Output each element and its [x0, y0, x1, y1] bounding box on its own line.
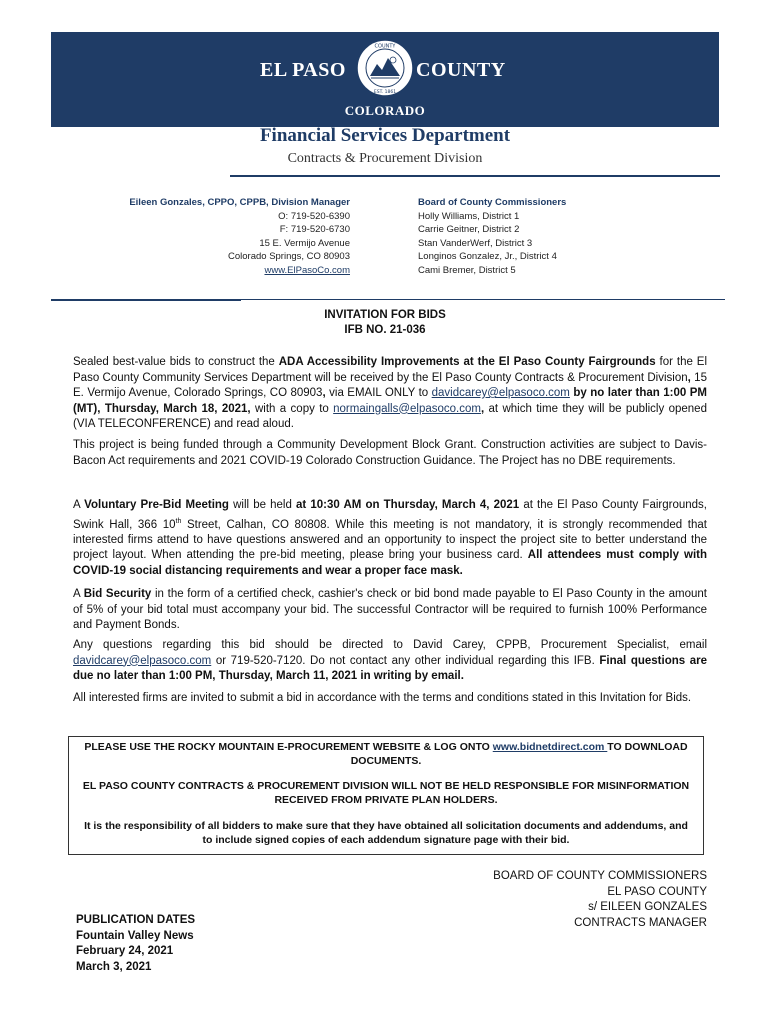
bid-security-term: Bid Security [83, 588, 152, 600]
signature-board: BOARD OF COUNTY COMMISSIONERS [493, 870, 707, 882]
board-member: Holly Williams, District 1 [418, 210, 520, 222]
invitation-title: INVITATION FOR BIDS [324, 309, 446, 321]
text: via EMAIL ONLY to [325, 387, 432, 399]
invitation-heading [0, 308, 770, 338]
text: Street, Calhan, CO 80808. While this meeting is not mandatory, it is strongly recommended that interested firms attend to have questions answered and an opportunity to inspect the project site to better understand the project layout. When attending the pre-bid meeting, please bring your business card. [73, 518, 707, 562]
publication-block [76, 913, 195, 975]
deadline-text: by no later than 1:00 PM (MT), Thursday, March 18, 2021, [73, 387, 707, 415]
text: , [687, 371, 691, 384]
signature-name: s/ EILEEN GONZALES [588, 901, 707, 913]
paragraph-bid-submission [73, 355, 707, 433]
questions-deadline: Final questions are due no later than 1:00 PM, Thursday, March 11, 2021 in writing by email. [73, 654, 707, 682]
header-banner [51, 32, 719, 127]
website-link[interactable]: www.ElPasoCo.com [264, 264, 350, 276]
board-member: Cami Bremer, District 5 [418, 264, 516, 276]
email-link-ingalls[interactable]: normaingalls@elpasoco.com [333, 402, 481, 415]
signature-county: EL PASO COUNTY [607, 885, 707, 898]
text: , [480, 402, 485, 415]
address-line-1: 15 E. Vermijo Avenue [259, 237, 350, 249]
svg-text:COUNTY: COUNTY [374, 43, 396, 50]
text: at the El Paso County Fairgrounds, Swink Hall, 366 10 [73, 499, 707, 531]
notice-responsibility: EL PASO COUNTY CONTRACTS & PROCUREMENT DIVISION WILL NOT BE HELD RESPONSIBLE FOR MISINFORMATION RECEIVED FROM PRIVATE PLAN HOLDERS. [82, 780, 690, 806]
board-block [418, 196, 566, 277]
project-name: ADA Accessibility Improvements at the El Paso County Fairgrounds [278, 356, 656, 368]
paragraph-bid-security [73, 587, 707, 634]
ifb-number: IFB NO. 21-036 [344, 324, 426, 336]
county-seal-logo [355, 38, 415, 98]
text: , [322, 387, 326, 399]
signature-title: CONTRACTS MANAGER [574, 916, 707, 929]
publication-date: March 3, 2021 [76, 960, 152, 973]
text: for the El Paso County Community Services Department will be received by the El Paso County Contracts & Procurement Division [73, 356, 708, 384]
board-member: Stan VanderWerf, District 3 [418, 237, 533, 249]
text: at which time they will be publicly opened (VIA TELECONFERENCE) and read aloud. [73, 402, 707, 430]
text: Sealed best-value bids to construct the [73, 356, 279, 368]
email-link-carey[interactable]: davidcarey@elpasoco.com [73, 654, 212, 667]
manager-name: Eileen Gonzales, CPPO, CPPB, Division Manager [129, 197, 350, 208]
text: TO DOWNLOAD DOCUMENTS. [350, 741, 688, 767]
text: in the form of a certified check, cashier's check or bid bond made payable to El Paso County in the amount of 5% of your bid total must accompany your bid. The successful Contractor will be required to furnish 100% Performance and Payment Bonds. [73, 588, 707, 631]
county-name-right: COUNTY [416, 59, 506, 81]
header-divider [230, 175, 720, 177]
board-member: Carrie Geitner, District 2 [418, 224, 520, 235]
publication-heading: PUBLICATION DATES [76, 914, 196, 926]
county-name-left: EL PASO [260, 59, 346, 81]
section-divider-accent [51, 299, 241, 301]
notice-box [68, 736, 704, 855]
text: with a copy to [250, 402, 334, 415]
signature-block [493, 869, 707, 931]
paragraph-funding: This project is being funded through a Community Development Block Grant. Construction activities are subject to Davis-Bacon Act requirements and 2021 COVID-19 Colorado Construction Guidance. The Project has no DBE requirements. [73, 439, 707, 467]
manager-phone: O: 719-520-6390 [278, 210, 350, 222]
publication-date: February 24, 2021 [76, 945, 174, 957]
paragraph-prebid-meeting [73, 498, 707, 579]
manager-contact-block [129, 196, 350, 277]
covid-requirement: All attendees must comply with COVID-19 social distancing requirements and wear a proper face mask. [73, 549, 707, 577]
meeting-title: Voluntary Pre-Bid Meeting [84, 499, 229, 511]
text: Any questions regarding this bid should be directed to David Carey, CPPB, Procurement Specialist, email [73, 639, 707, 651]
paragraph-questions [73, 638, 707, 685]
notice-addenda: It is the responsibility of all bidders to make sure that they have obtained all solicitation documents and addendums, and to include signed copies of each addendum signature page with their bid. [84, 820, 688, 846]
notice-download [79, 740, 693, 768]
publication-paper: Fountain Valley News [76, 929, 194, 942]
department-title: Financial Services Department [259, 125, 511, 146]
board-heading: Board of County Commissioners [418, 197, 567, 208]
text: will be held [228, 499, 296, 511]
ordinal-suffix: th [175, 517, 182, 525]
state-name: COLORADO [344, 103, 426, 118]
text: or 719-520-7120. Do not contact any other individual regarding this IFB. [211, 654, 600, 667]
text: 15 E. Vermijo Avenue, Colorado Springs, CO 80903 [73, 371, 707, 399]
text: A [73, 588, 84, 600]
board-member: Longinos Gonzalez, Jr., District 4 [418, 251, 557, 262]
paragraph-invitation: All interested firms are invited to submit a bid in accordance with the terms and conditions stated in this Invitation for Bids. [73, 692, 692, 704]
text: PLEASE USE THE ROCKY MOUNTAIN E-PROCUREMENT WEBSITE & LOG ONTO [84, 741, 493, 753]
svg-text:EST. 1861: EST. 1861 [373, 90, 397, 95]
meeting-time: at 10:30 AM on Thursday, March 4, 2021 [296, 499, 520, 511]
manager-fax: F: 719-520-6730 [279, 224, 350, 235]
division-name: Contracts & Procurement Division [287, 151, 483, 166]
text: A [73, 499, 85, 511]
email-link-carey[interactable]: davidcarey@elpasoco.com [431, 387, 570, 399]
bidnet-link[interactable]: www.bidnetdirect.com [492, 741, 608, 753]
address-line-2: Colorado Springs, CO 80903 [228, 251, 350, 262]
